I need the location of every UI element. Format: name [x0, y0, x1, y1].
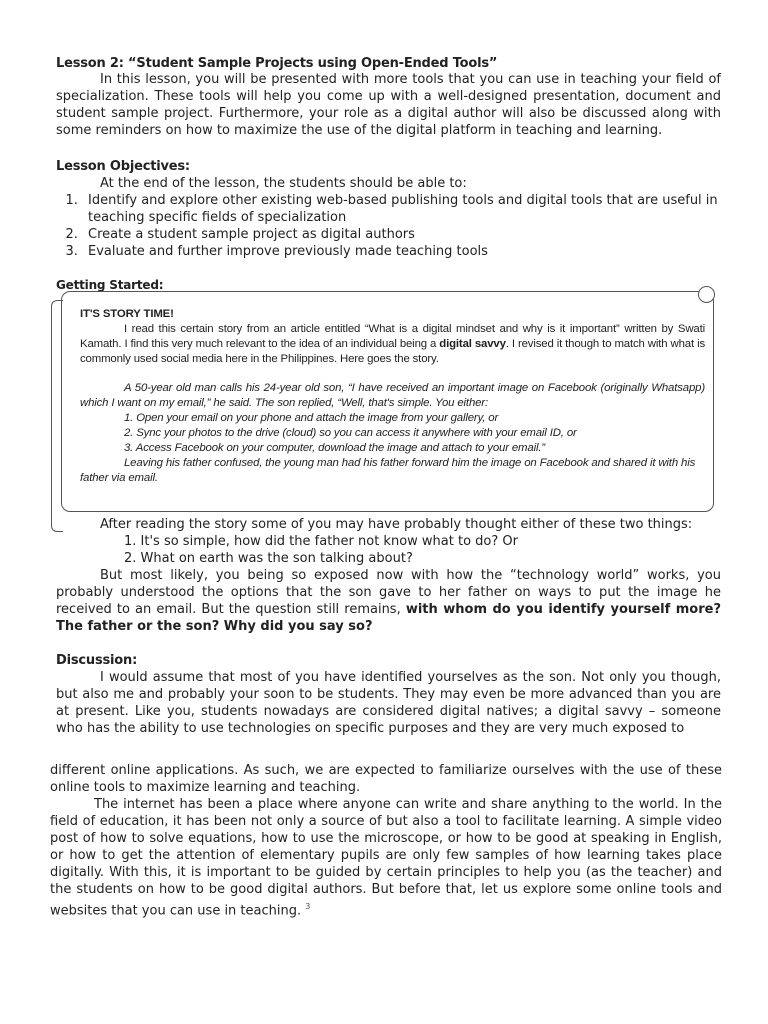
- story-option: 2. Sync your photos to the drive (cloud) so you can access it anywhere with your email ID, or: [124, 427, 577, 439]
- thought-item: 1. It's so simple, how did the father not know what to do? Or: [124, 534, 518, 549]
- getting-started-heading: Getting Started:: [56, 278, 164, 292]
- objectives-lead: At the end of the lesson, the students should be able to:: [100, 176, 467, 191]
- story-intro-bold: digital savvy: [439, 338, 506, 350]
- objectives-heading: Lesson Objectives:: [56, 159, 190, 174]
- story-intro: [80, 322, 705, 367]
- discussion-paragraph-1: I would assume that most of you have identified yourselves as the son. Not only you though, but also me and probably your soon to be students. They may even be more advanced than you are at present. Like you, students nowadays are considered digital natives; a digital savvy – someone who has the ability to use technologies on specific purposes and they are very much exposed to: [56, 670, 721, 736]
- after-story-lead: After reading the story some of you may have probably thought either of these two things:: [100, 517, 693, 532]
- lesson-intro: In this lesson, you will be presented with more tools that you can use in teaching your field of specialization. These tools will help you come up with a well-designed presentation, document and student sample project. Furthermore, your role as a digital author will also be discussed along with some reminders on how to maximize the use of the digital platform in teaching and learning.: [56, 72, 721, 138]
- objective-item: 3. Evaluate and further improve previously made teaching tools: [82, 243, 721, 260]
- discussion-paragraph-2-text: The internet has been a place where anyone can write and share anything to the world. In the field of education, it has been not only a source of but also a tool to facilitate learning. A simple video post of how to solve equations, how to use the microscope, or how to be good at speaking in English, or how to get the attention of elementary pupils are only few samples of how learning takes place digitally. With this, it is important to be guided by certain principles to help you (as the teacher) and the students on how to be good digital authors. But before that, let us explore some online tools and websites that you can use in teaching.: [50, 797, 722, 919]
- footnote-marker: 3: [305, 902, 311, 911]
- story-intro-a: I read this certain story from an article entitled “What is a digital mindset and why is it important” written by Swati Kamath. I find this very much relevant to the idea of an individual being a: [80, 323, 705, 350]
- objective-item: 1. Identify and explore other existing web-based publishing tools and digital tools that are useful in teaching specific fields of specialization: [82, 192, 721, 226]
- story-content: [80, 307, 705, 486]
- discussion-heading: Discussion:: [56, 653, 138, 668]
- after-story-text: But most likely, you being so exposed now with how the “technology world” works, you probably understood the options that the son gave to her father on ways to put the image he received to an email. But the question still remains,: [56, 568, 721, 617]
- objective-item: 2. Create a student sample project as digital authors: [82, 226, 721, 243]
- discussion-paragraph-2: [50, 796, 722, 919]
- story-paragraph: A 50-year old man calls his 24-year old son, “I have received an important image on Facebook (originally Whatsapp) which I want on my email,” he said. The son replied, “Well, that's simple. You either:: [80, 382, 705, 409]
- objectives-ordered-list: [56, 192, 721, 260]
- story-option: 1. Open your email on your phone and attach the image from your gallery, or: [124, 412, 499, 424]
- story-intro-b: . I revised it though to match with what is commonly used social media here in the Philippines. Here goes the story.: [80, 338, 705, 365]
- discussion-paragraph-1-continued: different online applications. As such, we are expected to familiarize ourselves with the use of these online tools to maximize learning and teaching.: [50, 763, 722, 795]
- story-ending: Leaving his father confused, the young man had his father forward him the image on Facebook and shared it with his father via email.: [80, 457, 696, 484]
- lesson-title: Lesson 2: “Student Sample Projects using Open-Ended Tools”: [56, 56, 498, 71]
- scroll-curl-right: [698, 286, 715, 303]
- story-option: 3. Access Facebook on your computer, download the image and attach to your email.”: [124, 442, 545, 454]
- after-story-question: with whom do you identify yourself more? The father or the son? Why did you say so?: [56, 602, 721, 634]
- thought-item: 2. What on earth was the son talking about?: [124, 551, 413, 566]
- after-story-paragraph: [56, 567, 721, 635]
- objectives-list: [56, 192, 721, 260]
- story-title: IT'S STORY TIME!: [80, 308, 174, 320]
